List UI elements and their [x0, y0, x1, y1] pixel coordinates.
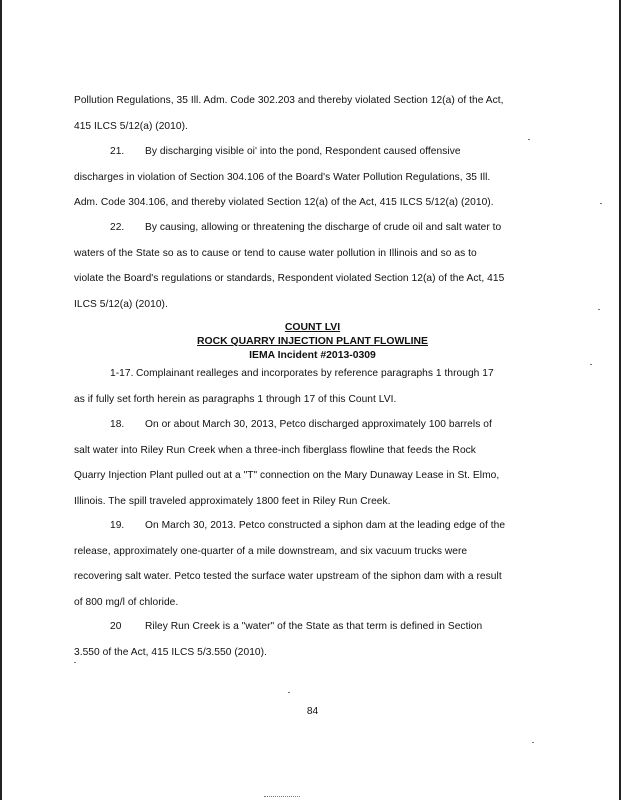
text-line: 22. By causing, allowing or threatening the discharge of crude oil and salt water to: [74, 215, 544, 241]
text-line: Pollution Regulations, 35 Ill. Adm. Code 302.203 and thereby violated Section 12(a) of the Act,: [74, 95, 504, 106]
text-line: waters of the State so as to cause or tend to cause water pollution in Illinois and so as to: [74, 247, 477, 259]
text-line: 19. On March 30, 2013. Petco constructed a siphon dam at the leading edge of the: [74, 513, 544, 539]
paragraph-number: 20: [110, 621, 122, 632]
text-line: recovering salt water. Petco tested the surface water upstream of the siphon dam with a result: [74, 571, 502, 582]
text-line: discharges in violation of Section 304.106 of the Board's Water Pollution Regulations, 35 Ill.: [74, 171, 491, 183]
count-subtitle: ROCK QUARRY INJECTION PLANT FLOWLINE: [197, 336, 428, 347]
text-line: 21. By discharging visible oi' into the pond, Respondent caused offensive: [74, 139, 544, 165]
text-line: 3.550 of the Act, 415 ILCS 5/3.550 (2010).: [74, 646, 267, 658]
incident-number: IEMA Incident #2013-0309: [249, 350, 376, 361]
page-number: 84: [306, 706, 319, 717]
text-line: Adm. Code 304.106, and thereby violated Section 12(a) of the Act, 415 ILCS 5/12(a) (2010).: [74, 197, 494, 208]
text-line: release, approximately one-quarter of a mile downstream, and six vacuum trucks were: [74, 545, 468, 557]
paragraph-21: [74, 139, 544, 216]
text-line: 1-17. Complainant realleges and incorporates by reference paragraphs 1 through 17: [74, 361, 544, 387]
paragraph-number: 19.: [110, 520, 125, 531]
scan-artifact-line: [264, 796, 300, 798]
paragraph-20: [74, 614, 544, 665]
text-line: Illinois. The spill traveled approximately 1800 feet in Riley Run Creek.: [74, 495, 391, 507]
text-line: salt water into Riley Run Creek when a three-inch fiberglass flowline that feeds the Rock: [74, 444, 476, 456]
paragraph-22: [74, 215, 544, 317]
paragraph-1-17: [74, 361, 544, 412]
paragraph-number: 21.: [110, 146, 125, 157]
text-line: violate the Board's regulations or standards, Respondent violated Section 12(a) of the Act, 415: [74, 273, 505, 284]
text-line: 415 ILCS 5/12(a) (2010).: [74, 120, 188, 132]
paragraph-number: 18.: [110, 419, 125, 430]
text-line: 20 Riley Run Creek is a "water" of the State as that term is defined in Section: [74, 614, 544, 640]
text-line: of 800 mg/l of chloride.: [74, 596, 179, 608]
scan-speck: [590, 364, 592, 365]
paragraph-18: [74, 412, 544, 514]
paragraph-number: 22.: [110, 222, 125, 233]
scan-speck: [600, 203, 602, 204]
scan-speck: [528, 139, 530, 140]
paragraph-continuation: [74, 88, 544, 139]
text-line: Quarry Injection Plant pulled out at a "T" connection on the Mary Dunaway Lease in St. Elmo,: [74, 470, 500, 481]
scan-speck: [598, 309, 600, 310]
text-line: 18. On or about March 30, 2013, Petco discharged approximately 100 barrels of: [74, 412, 544, 438]
count-title: COUNT LVI: [284, 322, 341, 333]
text-line: ILCS 5/12(a) (2010).: [74, 298, 168, 310]
paragraph-19: [74, 513, 544, 615]
scan-speck: [74, 662, 76, 663]
scan-speck: [532, 742, 534, 743]
scan-speck: [288, 692, 290, 693]
paragraph-number: 1-17.: [110, 368, 134, 379]
text-line: as if fully set forth herein as paragraphs 1 through 17 of this Count LVI.: [74, 393, 397, 405]
